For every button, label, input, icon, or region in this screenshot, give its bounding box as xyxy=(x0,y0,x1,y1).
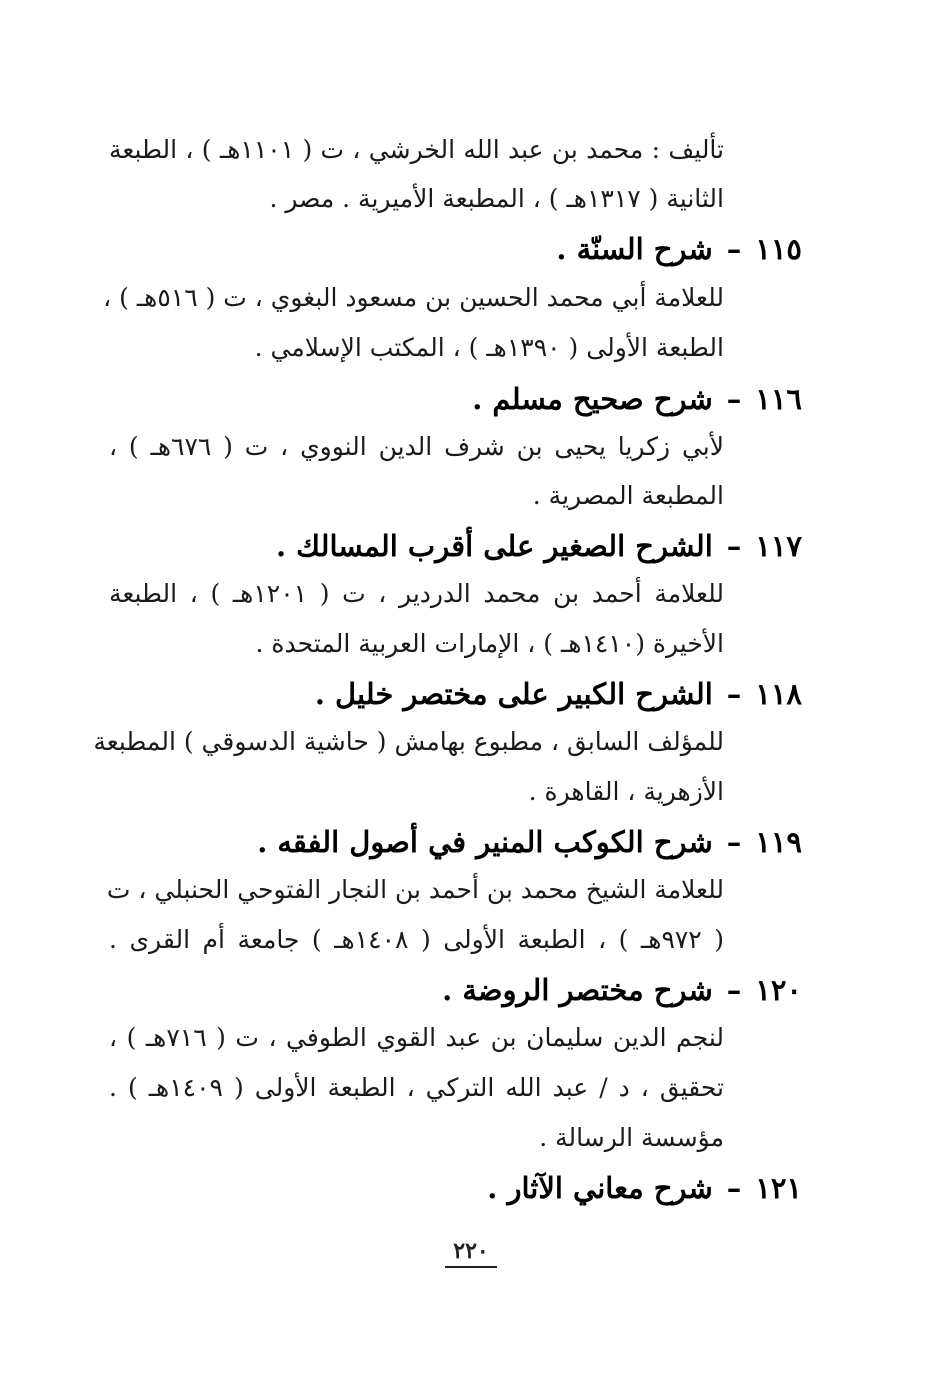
entry-heading xyxy=(315,670,802,718)
body-text-line: للعلامة الشيخ محمد بن أحمد بن النجار الفتوحي الحنبلي ، ت xyxy=(106,875,724,904)
page-number: ٢٢٠ xyxy=(445,1236,496,1268)
entry-title: شرح الكوكب المنير في أصول الفقه . xyxy=(257,825,713,859)
entry-dash: – xyxy=(726,825,742,859)
entry-heading xyxy=(442,966,802,1014)
body-text-line: لنجم الدين سليمان بن عبد القوي الطوفي ، ت ( ٧١٦هـ ) ، xyxy=(109,1023,724,1052)
body-text-line: الطبعة الأولى ( ١٣٩٠هـ ) ، المكتب الإسلامي . xyxy=(254,333,724,362)
entry-dash: – xyxy=(726,232,742,266)
body-text-line: الثانية ( ١٣١٧هـ ) ، المطبعة الأميرية . مصر . xyxy=(269,184,724,213)
body-text-line: مؤسسة الرسالة . xyxy=(539,1123,724,1152)
entry-title: شرح مختصر الروضة . xyxy=(442,973,713,1007)
body-text-line: ( ٩٧٢هـ ) ، الطبعة الأولى ( ١٤٠٨هـ ) جامعة أم القرى . xyxy=(109,925,725,954)
entry-title: شرح السنّة . xyxy=(556,232,713,266)
entry-title: الشرح الصغير على أقرب المسالك . xyxy=(275,529,713,563)
entry-number: ١١٨ xyxy=(755,677,802,711)
body-text-line: الأخيرة (١٤١٠هـ ) ، الإمارات العربية المتحدة . xyxy=(255,629,724,658)
entry-title: شرح معاني الآثار . xyxy=(487,1171,713,1205)
body-text-line: تحقيق ، د / عبد الله التركي ، الطبعة الأولى ( ١٤٠٩هـ ) . xyxy=(109,1073,724,1102)
body-text-line: للمؤلف السابق ، مطبوع بهامش ( حاشية الدسوقي ) المطبعة xyxy=(93,727,724,756)
entry-dash: – xyxy=(726,529,742,563)
entry-dash: – xyxy=(726,677,742,711)
entry-title: شرح صحيح مسلم . xyxy=(472,382,713,416)
entry-heading xyxy=(556,225,802,273)
page-number-footer xyxy=(0,1236,942,1268)
entry-dash: – xyxy=(726,973,742,1007)
entry-number: ١١٥ xyxy=(755,232,802,266)
entry-heading xyxy=(472,375,802,423)
entry-dash: – xyxy=(726,382,742,416)
entry-number: ١١٧ xyxy=(755,529,802,563)
body-text-line: الأزهرية ، القاهرة . xyxy=(528,777,724,806)
body-text-line: تأليف : محمد بن عبد الله الخرشي ، ت ( ١١٠١هـ ) ، الطبعة xyxy=(109,135,725,164)
entry-number: ١١٦ xyxy=(755,382,802,416)
entry-dash: – xyxy=(726,1171,742,1205)
entry-number: ١٢١ xyxy=(755,1171,802,1205)
body-text-line: للعلامة أحمد بن محمد الدردير ، ت ( ١٢٠١هـ ) ، الطبعة xyxy=(109,579,725,608)
entry-heading xyxy=(257,818,802,866)
body-text-line: لأبي زكريا يحيى بن شرف الدين النووي ، ت ( ٦٧٦هـ ) ، xyxy=(109,432,724,461)
entry-heading xyxy=(487,1164,802,1212)
entry-title: الشرح الكبير على مختصر خليل . xyxy=(314,677,713,711)
body-text-line: للعلامة أبي محمد الحسين بن مسعود البغوي ، ت ( ٥١٦هـ ) ، xyxy=(103,283,724,312)
entry-number: ١٢٠ xyxy=(755,973,802,1007)
entry-heading xyxy=(276,522,802,570)
entry-number: ١١٩ xyxy=(755,825,802,859)
body-text-line: المطبعة المصرية . xyxy=(532,481,724,510)
